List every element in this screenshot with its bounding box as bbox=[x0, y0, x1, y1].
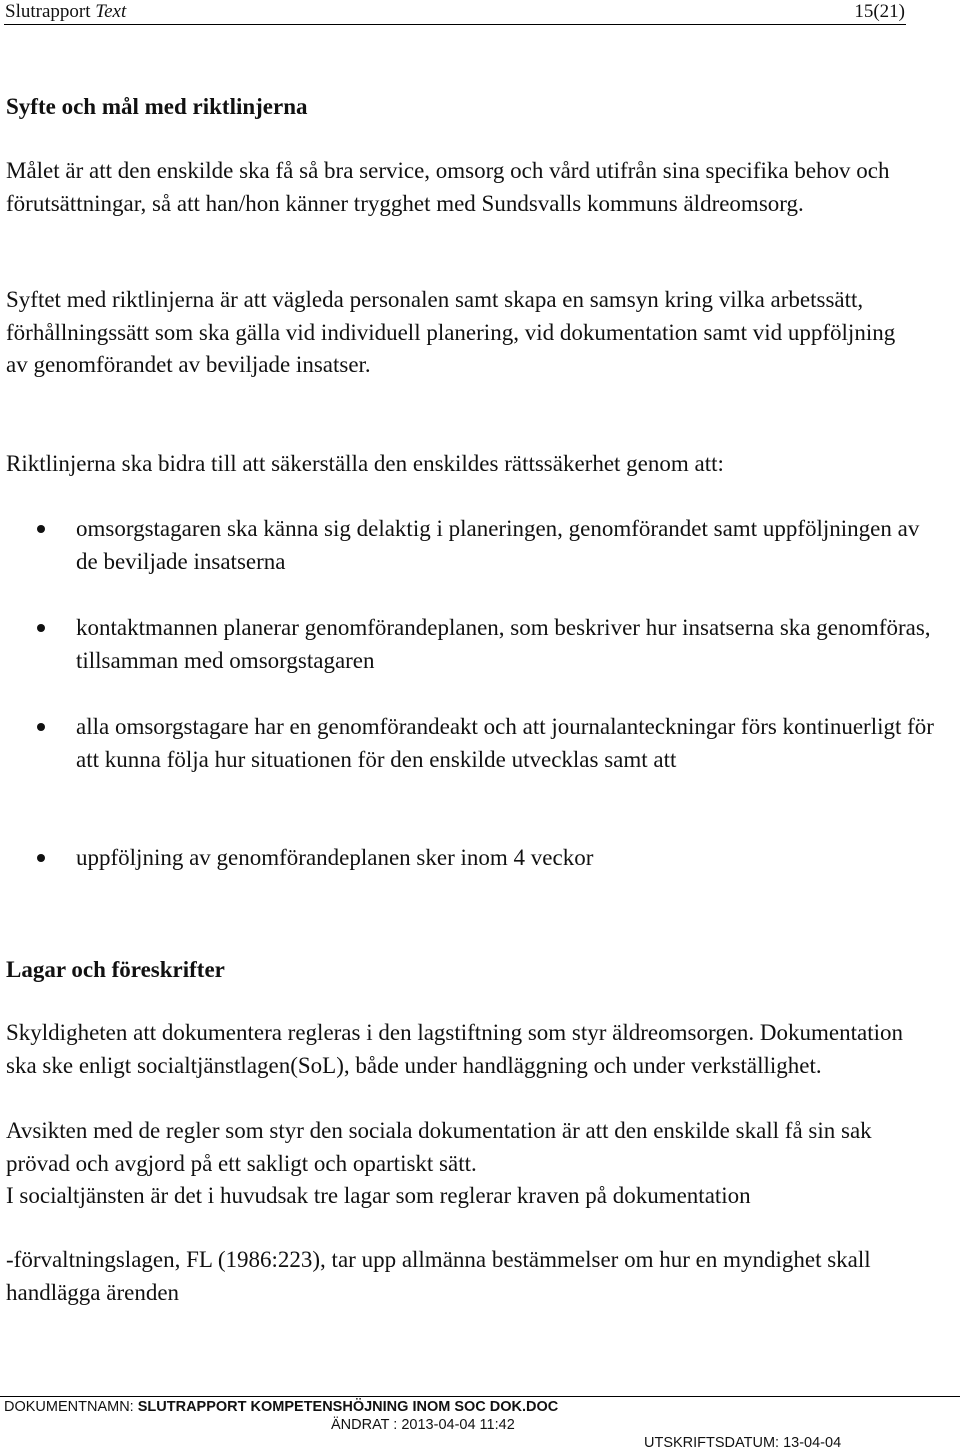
paragraph-goal: Målet är att den enskilde ska få så bra service, omsorg och vård utifrån sina specifika behov och förutsättningar, så att han/hon känner trygghet med Sundsvalls kommuns äldreomsorg. bbox=[6, 158, 890, 216]
paragraph-fl: -förvaltningslagen, FL (1986:223), tar upp allmänna bestämmelser om hur en myndighet skall handlägga ärenden bbox=[6, 1247, 871, 1305]
paragraph-purpose: Syftet med riktlinjerna är att vägleda personalen samt skapa en samsyn kring vilka arbetssätt, förhållningssätt som ska gälla vid individuell planering, vid dokumentation samt vid uppföljning av genomförandet av beviljade insatser. bbox=[6, 287, 896, 377]
bullet-icon bbox=[37, 624, 45, 632]
footer-changed: ÄNDRAT : 2013-04-04 11:42 bbox=[331, 1417, 515, 1433]
section-heading-laws: Lagar och föreskrifter bbox=[6, 957, 225, 982]
header-divider bbox=[4, 24, 906, 25]
list-item-text: alla omsorgstagare har en genomförandeakt och att journalanteckningar förs kontinuerligt för att kunna följa hur situationen för den enskilde utvecklas samt att bbox=[76, 714, 934, 772]
list-item-text: omsorgstagaren ska känna sig delaktig i planeringen, genomförandet samt uppföljningen av de beviljade insatserna bbox=[76, 516, 920, 574]
footer-divider bbox=[0, 1396, 960, 1397]
section-heading-purpose: Syfte och mål med riktlinjerna bbox=[6, 94, 308, 119]
footer-docname-value: SLUTRAPPORT KOMPETENSHÖJNING INOM SOC DOK.DOC bbox=[137, 1399, 559, 1415]
paragraph-intent: Avsikten med de regler som styr den sociala dokumentation är att den enskilde skall få sin sak prövad och avgjord på ett sakligt och opartiskt sätt. bbox=[6, 1118, 872, 1176]
footer-docname bbox=[4, 1399, 558, 1416]
header-title bbox=[5, 0, 126, 24]
header-report-label: Slutrapport bbox=[5, 1, 91, 22]
bullet-icon bbox=[37, 854, 45, 862]
bullet-icon bbox=[37, 525, 45, 533]
bullet-icon bbox=[37, 723, 45, 731]
list-item-text: uppföljning av genomförandeplanen sker inom 4 veckor bbox=[76, 845, 594, 870]
page-number: 15(21) bbox=[854, 1, 905, 22]
footer-printed: UTSKRIFTSDATUM: 13-04-04 bbox=[644, 1435, 842, 1451]
paragraph-obligation: Skyldigheten att dokumentera regleras i den lagstiftning som styr äldreomsorgen. Dokumentation ska ske enligt socialtjänstlagen(SoL), både under handläggning och under verkställighet. bbox=[6, 1020, 904, 1078]
footer-docname-label: DOKUMENTNAMN: bbox=[4, 1399, 134, 1415]
header-report-title: Text bbox=[95, 1, 127, 22]
paragraph-legal-security: Riktlinjerna ska bidra till att säkerställa den enskildes rättssäkerhet genom att: bbox=[6, 451, 724, 476]
list-item-text: kontaktmannen planerar genomförandeplanen, som beskriver hur insatserna ska genomföras, tillsamman med omsorgstagaren bbox=[76, 615, 931, 673]
paragraph-three-laws: I socialtjänsten är det i huvudsak tre lagar som reglerar kraven på dokumentation bbox=[6, 1183, 751, 1208]
